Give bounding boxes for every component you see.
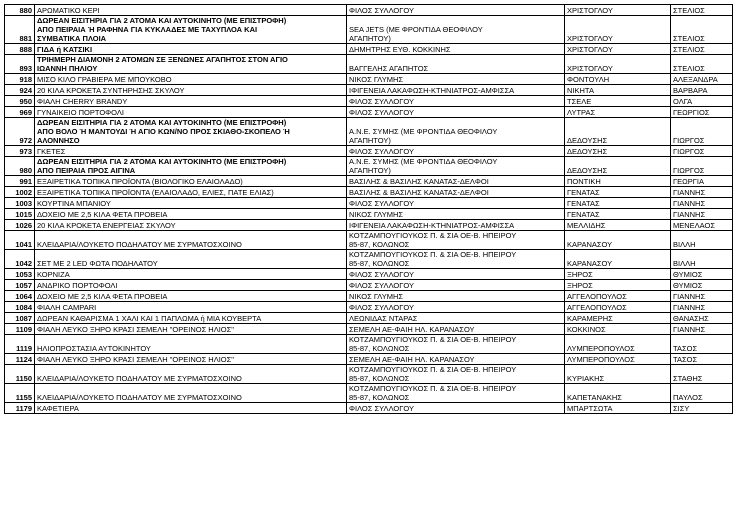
winner-surname-cell: ΓΕΝΑΤΑΣ [565,209,671,220]
prize-description-line: ΦΙΑΛΗ ΛΕΥΚΟ ΞΗΡΟ ΚΡΑΣΙ ΣΕΜΕΛΗ "ΟΡΕΙΝΟΣ ΗΛΙΟΣ" [37,355,234,364]
ticket-number-cell: 1124 [5,354,35,365]
ticket-number-cell: 1179 [5,403,35,414]
winner-name-cell: ΣΤΕΛΙΟΣ [671,16,733,44]
donor-line: ΝΙΚΟΣ ΓΛΥΜΗΣ [349,292,404,301]
prize-description-line: ΕΞΑΙΡΕΤΙΚΑ ΤΟΠΙΚΑ ΠΡΟΪΟΝΤΑ (ΕΛΑΙΟΛΑΔΟ, ΕΛΙΕΣ, ΠΑΤΕ ΕΛΙΑΣ) [37,188,274,197]
winner-name-cell: ΠΑΥΛΟΣ [671,384,733,403]
prize-description-line: ΑΝΔΡΙΚΟ ΠΟΡΤΟΦΟΛΙ [37,281,118,290]
winner-name-cell: ΓΙΑΝΝΗΣ [671,187,733,198]
winner-name-cell: ΣΤΕΛΙΟΣ [671,55,733,74]
donor-line: ΑΓΑΠΗΤΟΥ) [349,34,391,43]
table-row [5,280,733,291]
prize-description-line: ΣΕΤ ΜΕ 2 LED ΦΩΤΑ ΠΟΔΗΛΑΤΟΥ [37,259,158,268]
ticket-number-cell: 969 [5,107,35,118]
donor-line: 85-87, ΚΟΛΩΝΟΣ [349,374,410,383]
winner-surname-cell: ΚΟΚΚΙΝΟΣ [565,324,671,335]
winner-name-cell: ΑΛΕΞΑΝΔΡΑ [671,74,733,85]
donor-cell [347,354,565,365]
table-row [5,403,733,414]
ticket-number-cell: 980 [5,157,35,176]
donor-cell [347,280,565,291]
table-row [5,209,733,220]
winner-surname-cell: ΛΥΜΠΕΡΟΠΟΥΛΟΣ [565,354,671,365]
prize-description-cell [35,403,347,414]
winner-surname-cell: ΔΕΔΟΥΣΗΣ [565,146,671,157]
donor-line: 85-87, ΚΟΛΩΝΟΣ [349,393,410,402]
donor-cell [347,198,565,209]
prize-description-cell [35,187,347,198]
prize-description-cell [35,107,347,118]
winner-surname-cell: ΧΡΙΣΤΟΓΛΟΥ [565,44,671,55]
winner-name-cell: ΣΤΑΘΗΣ [671,365,733,384]
prize-description-line: ΚΟΥΡΤΙΝΑ ΜΠΑΝΙΟΥ [37,199,111,208]
donor-cell [347,118,565,146]
winner-name-cell: ΓΙΑΝΝΗΣ [671,302,733,313]
donor-line: ΒΑΓΓΕΛΗΣ ΑΓΑΠΗΤΟΣ [349,64,429,73]
donor-line: ΝΙΚΟΣ ΓΛΥΜΗΣ [349,75,404,84]
prize-description-line: ΕΞΑΙΡΕΤΙΚΑ ΤΟΠΙΚΑ ΠΡΟΪΟΝΤΑ (ΒΙΟΛΟΓΙΚΟ ΕΛΑΙΟΛΑΔΟ) [37,177,243,186]
winner-name-cell: ΘΥΜΙΟΣ [671,280,733,291]
donor-line: ΣΕΜΕΛΗ ΑΕ-ΦΑΙΗ ΗΛ. ΚΑΡΑΝΑΣΟΥ [349,325,475,334]
ticket-number-cell: 880 [5,5,35,16]
table-row [5,269,733,280]
prize-description-line: ΦΙΑΛΗ CHERRY BRANDY [37,97,128,106]
prize-description-line: ΑΠΟ ΒΟΛΟ Ή ΜΑΝΤΟΥΔΙ Ή ΑΓΙΟ ΚΩΝ/ΝΟ ΠΡΟΣ ΣΚΙΑΘΟ-ΣΚΟΠΕΛΟ Ή [37,127,290,136]
prize-description-cell [35,5,347,16]
winner-surname-cell: ΔΕΔΟΥΣΗΣ [565,157,671,176]
donor-line: ΦΙΛΟΣ ΣΥΛΛΟΓΟΥ [349,270,414,279]
prize-description-line: ΑΡΩΜΑΤΙΚΟ ΚΕΡΙ [37,6,100,15]
table-row [5,313,733,324]
prize-description-line: 20 ΚΙΛΑ ΚΡΟΚΕΤΑ ΣΥΝΤΗΡΗΣΗΣ ΣΚΥΛΟΥ [37,86,185,95]
winner-name-cell: ΒΙΛΛΗ [671,250,733,269]
winner-surname-cell: ΠΟΝΤΙΚΗ [565,176,671,187]
table-row [5,198,733,209]
donor-line: ΔΗΜΗΤΡΗΣ ΕΥΘ. ΚΟΚΚΙΝΗΣ [349,45,451,54]
prize-description-line: ΗΛΙΟΠΡΟΣΤΑΣΙΑ ΑΥΤΟΚΙΝΗΤΟΥ [37,344,151,353]
prize-description-cell [35,302,347,313]
table-row [5,118,733,146]
ticket-number-cell: 918 [5,74,35,85]
table-row [5,176,733,187]
donor-line: ΙΦΙΓΕΝΕΙΑ ΛΑΚΑΦΩΣΗ-ΚΤΗΝΙΑΤΡΟΣ-ΑΜΦΙΣΣΑ [349,86,515,95]
table-row [5,146,733,157]
donor-cell [347,209,565,220]
donor-line: ΙΦΙΓΕΝΕΙΑ ΛΑΚΑΦΩΣΗ-ΚΤΗΝΙΑΤΡΟΣ-ΑΜΦΙΣΣΑ [349,221,515,230]
prize-description-line: ΦΙΑΛΗ ΛΕΥΚΟ ΞΗΡΟ ΚΡΑΣΙ ΣΕΜΕΛΗ "ΟΡΕΙΝΟΣ ΗΛΙΟΣ" [37,325,234,334]
table-row [5,231,733,250]
table-row [5,85,733,96]
ticket-number-cell: 1087 [5,313,35,324]
prize-description-cell [35,16,347,44]
prize-description-cell [35,220,347,231]
prize-description-line: ΑΠΟ ΠΕΙΡΑΙΑ ΠΡΟΣ ΑΙΓΙΝΑ [37,166,136,175]
ticket-number-cell: 1053 [5,269,35,280]
winner-name-cell: ΤΑΣΟΣ [671,335,733,354]
winner-surname-cell: ΦΟΝΤΟΥΛΗ [565,74,671,85]
donor-line: SEA JETS (ΜΕ ΦΡΟΝΤΙΔΑ ΘΕΟΦΙΛΟΥ [349,25,483,34]
prize-description-line: ΔΩΡΕΑΝ ΕΙΣΙΤΗΡΙΑ ΓΙΑ 2 ΑΤΟΜΑ ΚΑΙ ΑΥΤΟΚΙΝΗΤΟ (ΜΕ ΕΠΙΣΤΡΟΦΗ) [37,157,287,166]
donor-cell [347,74,565,85]
winner-surname-cell: ΧΡΙΣΤΟΓΛΟΥ [565,55,671,74]
prize-list-sheet [4,4,733,414]
ticket-number-cell: 972 [5,118,35,146]
prize-description-cell [35,335,347,354]
donor-cell [347,157,565,176]
table-row [5,96,733,107]
prize-description-cell [35,55,347,74]
donor-line: ΑΓΑΠΗΤΟΥ) [349,136,391,145]
donor-line: 85-87, ΚΟΛΩΝΟΣ [349,259,410,268]
winner-name-cell: ΓΙΩΡΓΟΣ [671,118,733,146]
prize-description-cell [35,365,347,384]
winner-name-cell: ΜΕΝΕΛΑΟΣ [671,220,733,231]
winner-name-cell: ΓΙΑΝΝΗΣ [671,209,733,220]
prize-description-cell [35,118,347,146]
donor-cell [347,313,565,324]
ticket-number-cell: 1002 [5,187,35,198]
prize-description-line: ΚΛΕΙΔΑΡΙΑ/ΛΟΥΚΕΤΟ ΠΟΔΗΛΑΤΟΥ ΜΕ ΣΥΡΜΑΤΟΣΧΟΙΝΟ [37,240,242,249]
winner-surname-cell: ΛΥΤΡΑΣ [565,107,671,118]
donor-cell [347,85,565,96]
donor-line: Α.Ν.Ε. ΣΥΜΗΣ (ΜΕ ΦΡΟΝΤΙΔΑ ΘΕΟΦΙΛΟΥ [349,127,498,136]
ticket-number-cell: 1026 [5,220,35,231]
donor-line: ΒΑΣΙΛΗΣ & ΒΑΣΙΛΗΣ ΚΑΝΑΤΑΣ-ΔΕΛΦΟΙ [349,188,489,197]
prize-description-line: ΚΟΡΝΙΖΑ [37,270,70,279]
winner-surname-cell: ΓΕΝΑΤΑΣ [565,198,671,209]
table-row [5,291,733,302]
table-row [5,220,733,231]
donor-cell [347,220,565,231]
donor-cell [347,231,565,250]
winner-surname-cell: ΜΕΛΛΙΔΗΣ [565,220,671,231]
donor-cell [347,176,565,187]
donor-cell [347,335,565,354]
prize-description-cell [35,291,347,302]
ticket-number-cell: 950 [5,96,35,107]
table-row [5,335,733,354]
ticket-number-cell: 888 [5,44,35,55]
table-row [5,157,733,176]
prize-description-cell [35,231,347,250]
prize-description-cell [35,85,347,96]
donor-line: ΚΟΤΖΑΜΠΟΥΓΙΟΥΚΟΣ Π. & ΣΙΑ ΟΕ-Β. ΗΠΕΙΡΟΥ [349,250,517,259]
ticket-number-cell: 991 [5,176,35,187]
donor-line: ΦΙΛΟΣ ΣΥΛΛΟΓΟΥ [349,404,414,413]
prize-description-line: ΑΠΟ ΠΕΙΡΑΙΑ Ή ΡΑΦΗΝΑ ΓΙΑ ΚΥΚΛΑΔΕΣ ΜΕ ΤΑΧΥΠΛΟΑ ΚΑΙ [37,25,258,34]
winner-name-cell: ΤΑΣΟΣ [671,354,733,365]
winner-name-cell: ΓΕΩΡΓΙΟΣ [671,107,733,118]
table-row [5,354,733,365]
prize-description-cell [35,324,347,335]
ticket-number-cell: 1057 [5,280,35,291]
donor-cell [347,269,565,280]
donor-line: ΚΟΤΖΑΜΠΟΥΓΙΟΥΚΟΣ Π. & ΣΙΑ ΟΕ-Β. ΗΠΕΙΡΟΥ [349,231,517,240]
winner-surname-cell: ΤΣΕΛΕ [565,96,671,107]
donor-cell [347,107,565,118]
prize-description-line: ΜΙΣΟ ΚΙΛΟ ΓΡΑΒΙΕΡΑ ΜΕ ΜΠΟΥΚΟΒΟ [37,75,172,84]
donor-cell [347,250,565,269]
donor-cell [347,96,565,107]
prize-description-line: ΔΩΡΕΑΝ ΕΙΣΙΤΗΡΙΑ ΓΙΑ 2 ΑΤΟΜΑ ΚΑΙ ΑΥΤΟΚΙΝΗΤΟ (ΜΕ ΕΠΙΣΤΡΟΦΗ) [37,16,287,25]
table-row [5,16,733,44]
donor-line: 85-87, ΚΟΛΩΝΟΣ [349,344,410,353]
winner-surname-cell: ΚΑΠΕΤΑΝΑΚΗΣ [565,384,671,403]
prize-description-line: ΔΟΧΕΙΟ ΜΕ 2,5 ΚΙΛΑ ΦΕΤΑ ΠΡΟΒΕΙΑ [37,210,168,219]
prize-description-cell [35,176,347,187]
ticket-number-cell: 973 [5,146,35,157]
donor-line: ΦΙΛΟΣ ΣΥΛΛΟΓΟΥ [349,147,414,156]
ticket-number-cell: 1084 [5,302,35,313]
prize-description-cell [35,44,347,55]
prize-table-body [5,5,733,414]
donor-cell [347,16,565,44]
table-row [5,44,733,55]
donor-cell [347,291,565,302]
ticket-number-cell: 1109 [5,324,35,335]
winner-surname-cell: ΞΗΡΟΣ [565,269,671,280]
donor-cell [347,302,565,313]
prize-description-line: ΣΥΜΒΑΤΙΚΑ ΠΛΟΙΑ [37,34,107,43]
donor-line: ΣΕΜΕΛΗ ΑΕ-ΦΑΙΗ ΗΛ. ΚΑΡΑΝΑΣΟΥ [349,355,475,364]
winner-surname-cell: ΓΕΝΑΤΑΣ [565,187,671,198]
winner-surname-cell: ΔΕΔΟΥΣΗΣ [565,118,671,146]
winner-name-cell: ΓΕΩΡΓΙΑ [671,176,733,187]
donor-line: ΦΙΛΟΣ ΣΥΛΛΟΓΟΥ [349,108,414,117]
prize-description-cell [35,198,347,209]
ticket-number-cell: 924 [5,85,35,96]
prize-description-cell [35,384,347,403]
prize-description-cell [35,209,347,220]
prize-description-line: ΔΩΡΕΑΝ ΕΙΣΙΤΗΡΙΑ ΓΙΑ 2 ΑΤΟΜΑ ΚΑΙ ΑΥΤΟΚΙΝΗΤΟ (ΜΕ ΕΠΙΣΤΡΟΦΗ) [37,118,287,127]
winner-surname-cell: ΛΥΜΠΕΡΟΠΟΥΛΟΣ [565,335,671,354]
table-row [5,74,733,85]
table-row [5,365,733,384]
winner-name-cell: ΒΑΡΒΑΡΑ [671,85,733,96]
winner-surname-cell: ΚΑΡΑΝΑΣΟΥ [565,231,671,250]
prize-description-cell [35,354,347,365]
ticket-number-cell: 1119 [5,335,35,354]
winner-name-cell: ΓΙΑΝΝΗΣ [671,291,733,302]
prize-description-line: ΙΩΑΝΝΗ ΠΗΛΙΟΥ [37,64,98,73]
prize-description-cell [35,96,347,107]
winner-name-cell: ΘΑΝΑΣΗΣ [671,313,733,324]
winner-surname-cell: ΚΑΡΑΜΕΡΗΣ [565,313,671,324]
winner-name-cell: ΘΥΜΙΟΣ [671,269,733,280]
donor-line: ΦΙΛΟΣ ΣΥΛΛΟΓΟΥ [349,303,414,312]
winner-surname-cell: ΚΑΡΑΝΑΣΟΥ [565,250,671,269]
donor-line: ΦΙΛΟΣ ΣΥΛΛΟΓΟΥ [349,6,414,15]
prize-description-cell [35,250,347,269]
donor-cell [347,187,565,198]
prize-description-line: ΑΛΟΝΝΗΣΟ [37,136,80,145]
prize-table [4,4,733,414]
prize-description-cell [35,280,347,291]
ticket-number-cell: 1150 [5,365,35,384]
winner-surname-cell: ΧΡΙΣΤΟΓΛΟΥ [565,5,671,16]
winner-surname-cell: ΝΙΚΗΤΑ [565,85,671,96]
ticket-number-cell: 1041 [5,231,35,250]
table-row [5,302,733,313]
winner-name-cell: ΓΙΩΡΓΟΣ [671,146,733,157]
ticket-number-cell: 893 [5,55,35,74]
donor-line: ΚΟΤΖΑΜΠΟΥΓΙΟΥΚΟΣ Π. & ΣΙΑ ΟΕ-Β. ΗΠΕΙΡΟΥ [349,384,517,393]
table-row [5,250,733,269]
table-row [5,187,733,198]
prize-description-cell [35,269,347,280]
prize-description-line: 20 ΚΙΛΑ ΚΡΟΚΕΤΑ ΕΝΕΡΓΕΙΑΣ ΣΚΥΛΟΥ [37,221,176,230]
table-row [5,5,733,16]
prize-description-line: ΔΟΧΕΙΟ ΜΕ 2,5 ΚΙΛΑ ΦΕΤΑ ΠΡΟΒΕΙΑ [37,292,168,301]
donor-cell [347,384,565,403]
winner-name-cell: ΟΛΓΑ [671,96,733,107]
ticket-number-cell: 1155 [5,384,35,403]
ticket-number-cell: 1015 [5,209,35,220]
donor-cell [347,403,565,414]
donor-cell [347,44,565,55]
winner-surname-cell: ΧΡΙΣΤΟΓΛΟΥ [565,16,671,44]
prize-description-line: ΚΛΕΙΔΑΡΙΑ/ΛΟΥΚΕΤΟ ΠΟΔΗΛΑΤΟΥ ΜΕ ΣΥΡΜΑΤΟΣΧΟΙΝΟ [37,374,242,383]
winner-surname-cell: ΜΠΑΡΤΣΩΤΑ [565,403,671,414]
donor-line: 85-87, ΚΟΛΩΝΟΣ [349,240,410,249]
prize-description-cell [35,157,347,176]
winner-name-cell: ΓΙΑΝΝΗΣ [671,324,733,335]
ticket-number-cell: 1064 [5,291,35,302]
donor-line: ΦΙΛΟΣ ΣΥΛΛΟΓΟΥ [349,281,414,290]
prize-description-line: ΓΙΔΑ ή ΚΑΤΣΙΚΙ [37,45,93,54]
winner-surname-cell: ΚΥΡΙΑΚΗΣ [565,365,671,384]
donor-line: ΚΟΤΖΑΜΠΟΥΓΙΟΥΚΟΣ Π. & ΣΙΑ ΟΕ-Β. ΗΠΕΙΡΟΥ [349,335,517,344]
donor-cell [347,146,565,157]
ticket-number-cell: 881 [5,16,35,44]
winner-name-cell: ΒΙΛΛΗ [671,231,733,250]
donor-cell [347,324,565,335]
table-row [5,55,733,74]
prize-description-line: ΓΚΕΤΕΣ [37,147,66,156]
prize-description-cell [35,146,347,157]
donor-cell [347,5,565,16]
winner-surname-cell: ΑΓΓΕΛΟΠΟΥΛΟΣ [565,291,671,302]
prize-description-line: ΚΛΕΙΔΑΡΙΑ/ΛΟΥΚΕΤΟ ΠΟΔΗΛΑΤΟΥ ΜΕ ΣΥΡΜΑΤΟΣΧΟΙΝΟ [37,393,242,402]
table-row [5,324,733,335]
prize-description-line: ΤΡΙΗΜΕΡΗ ΔΙΑΜΟΝΗ 2 ΑΤΟΜΩΝ ΣΕ ΞΕΝΩΝΕΣ ΑΓΑΠΗΤΟΣ ΣΤΟΝ ΑΓΙΟ [37,55,288,64]
ticket-number-cell: 1042 [5,250,35,269]
table-row [5,107,733,118]
donor-line: ΦΙΛΟΣ ΣΥΛΛΟΓΟΥ [349,199,414,208]
donor-line: ΒΑΣΙΛΗΣ & ΒΑΣΙΛΗΣ ΚΑΝΑΤΑΣ-ΔΕΛΦΟΙ [349,177,489,186]
prize-description-cell [35,74,347,85]
donor-cell [347,365,565,384]
donor-line: ΚΟΤΖΑΜΠΟΥΓΙΟΥΚΟΣ Π. & ΣΙΑ ΟΕ-Β. ΗΠΕΙΡΟΥ [349,365,517,374]
winner-name-cell: ΣΤΕΛΙΟΣ [671,5,733,16]
donor-line: ΝΙΚΟΣ ΓΛΥΜΗΣ [349,210,404,219]
donor-line: ΛΕΩΝΙΔΑΣ ΝΤΑΡΑΣ [349,314,418,323]
prize-description-line: ΓΥΝΑΙΚΕΙΟ ΠΟΡΤΟΦΟΛΙ [37,108,124,117]
table-row [5,384,733,403]
prize-description-line: ΦΙΑΛΗ CAMPARI [37,303,97,312]
prize-description-line: ΚΑΦΕΤΙΕΡΑ [37,404,79,413]
donor-line: Α.Ν.Ε. ΣΥΜΗΣ (ΜΕ ΦΡΟΝΤΙΔΑ ΘΕΟΦΙΛΟΥ [349,157,498,166]
ticket-number-cell: 1003 [5,198,35,209]
winner-surname-cell: ΑΓΓΕΛΟΠΟΥΛΟΣ [565,302,671,313]
winner-name-cell: ΓΙΑΝΝΗΣ [671,198,733,209]
donor-line: ΑΓΑΠΗΤΟΥ) [349,166,391,175]
winner-name-cell: ΣΙΣΥ [671,403,733,414]
prize-description-line: ΔΩΡΕΑΝ ΚΑΘΑΡΙΣΜΑ 1 ΧΑΛΙ ΚΑΙ 1 ΠΑΠΛΩΜΑ ή ΜΙΑ ΚΟΥΒΕΡΤΑ [37,314,262,323]
winner-name-cell: ΓΙΩΡΓΟΣ [671,157,733,176]
donor-cell [347,55,565,74]
donor-line: ΦΙΛΟΣ ΣΥΛΛΟΓΟΥ [349,97,414,106]
winner-name-cell: ΣΤΕΛΙΟΣ [671,44,733,55]
prize-description-cell [35,313,347,324]
winner-surname-cell: ΞΗΡΟΣ [565,280,671,291]
